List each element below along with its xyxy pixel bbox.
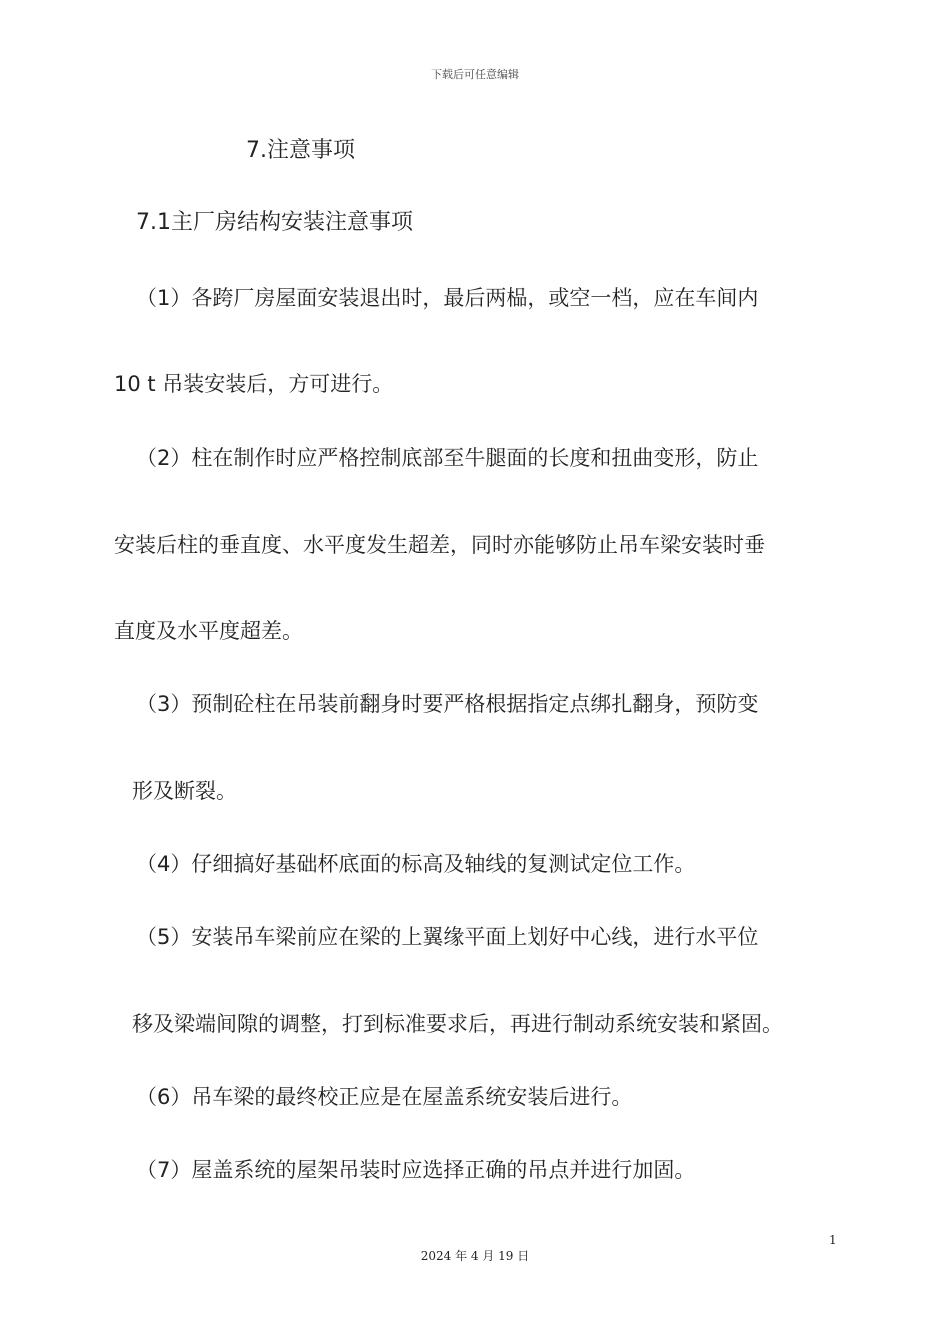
paragraph-line: 直度及水平度超差。 <box>114 619 303 643</box>
footer-date: 2024 年 4 月 19 日 <box>420 1249 530 1263</box>
paragraph-line: 10 t 吊装安装后，方可进行。 <box>114 372 394 396</box>
paragraph-line: （1）各跨厂房屋面安装退出时，最后两榀，或空一档，应在车间内 <box>136 286 759 310</box>
paragraph-line: （6）吊车梁的最终校正应是在屋盖系统安装后进行。 <box>136 1085 633 1109</box>
page-number: 1 <box>829 1233 837 1247</box>
subsection-title: 7.1主厂房结构安装注意事项 <box>136 210 413 235</box>
paragraph-line: （4）仔细搞好基础杯底面的标高及轴线的复测试定位工作。 <box>136 852 696 876</box>
paragraph-line: （3）预制砼柱在吊装前翻身时要严格根据指定点绑扎翻身，预防变 <box>136 692 759 716</box>
page-header: 下载后可任意编辑 <box>431 68 519 81</box>
paragraph-line: 移及梁端间隙的调整，打到标准要求后，再进行制动系统安装和紧固。 <box>132 1012 783 1036</box>
paragraph-line: 安装后柱的垂直度、水平度发生超差，同时亦能够防止吊车梁安装时垂 <box>114 533 765 557</box>
paragraph-line: （7）屋盖系统的屋架吊装时应选择正确的吊点并进行加固。 <box>136 1158 696 1182</box>
section-title: 7.注意事项 <box>246 138 355 163</box>
paragraph-line: （2）柱在制作时应严格控制底部至牛腿面的长度和扭曲变形，防止 <box>136 446 759 470</box>
paragraph-line: 形及断裂。 <box>132 779 237 803</box>
paragraph-line: （5）安装吊车梁前应在梁的上翼缘平面上划好中心线，进行水平位 <box>136 925 759 949</box>
